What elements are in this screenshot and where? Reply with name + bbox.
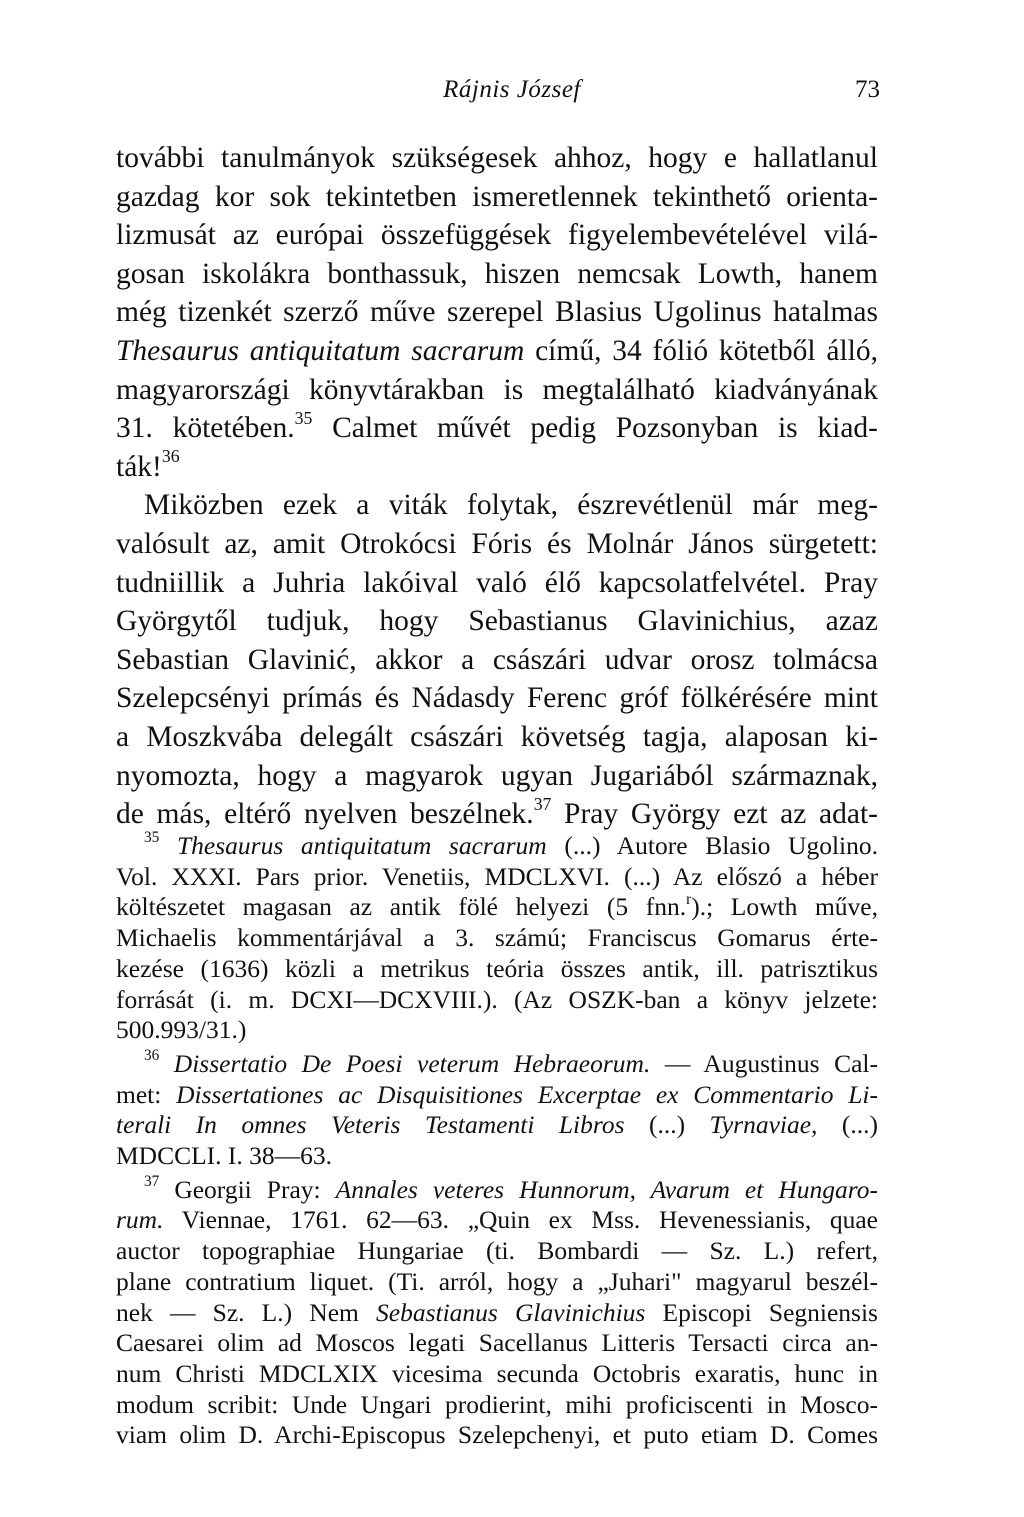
text-line: Thesaurus antiquitatum sacrarum című, 34 fólió kötetből álló,: [116, 334, 878, 367]
footnotes: [116, 831, 878, 1451]
text-line: Györgytől tudjuk, hogy Sebastianus Glavinichius, azaz: [116, 605, 878, 638]
text-line: Szelepcsényi prímás és Nádasdy Ferenc gróf fölkérésére mint: [116, 682, 878, 715]
text-line: de más, eltérő nyelven beszélnek.$^{37}$ Pray György ezt az adat-: [116, 793, 878, 831]
footnote-line: auctor topographiae Hungariae (ti. Bombardi — Sz. L.) refert,: [116, 1236, 878, 1266]
footnote-line: MDCCLI. I. 38—63.: [116, 1141, 333, 1171]
text-line: még tizenkét szerző műve szerepel Blasius Ugolinus hatalmas: [116, 296, 878, 329]
footnote-line: forrását (i. m. DCXI—DCXVIII.). (Az OSZK-ban a könyv jelzete:: [116, 984, 878, 1014]
text-line: lizmusát az európai összefüggések figyelembevételével vilá-: [116, 219, 878, 252]
footnote-number: 35: [144, 829, 160, 847]
footnote-36: $^{36}$ Dissertatio De Poesi veterum Hebraeorum. — Augustinus Cal-: [144, 1047, 878, 1078]
footnote-line: met: Dissertationes ac Disquisitiones Excerptae ex Commentario Li-: [116, 1079, 878, 1109]
text-line: tudniillik a Juhria lakóival való élő kapcsolatfelvétel. Pray: [116, 566, 878, 599]
running-title: Rájnis József: [443, 76, 581, 103]
text-line: valósult az, amit Otrokócsi Fóris és Molnár János sürgetett:: [116, 527, 878, 560]
footnote-line: rum. Viennae, 1761. 62—63. „Quin ex Mss. Hevenessianis, quae: [116, 1205, 878, 1235]
footnote-line: 500.993/31.): [116, 1015, 247, 1045]
footnote-line: Vol. XXXI. Pars prior. Venetiis, MDCLXVI. (...) Az előszó a héber: [116, 861, 878, 891]
text-line: további tanulmányok szükségesek ahhoz, hogy e hallatlanul: [116, 142, 878, 174]
page-number: 73: [855, 76, 880, 103]
text-line: Miközben ezek a viták folytak, észrevétlenül már meg-: [144, 489, 878, 522]
footnote-line: költészetet magasan az antik fölé helyezi (5 fnn.$^r$).; Lowth műve,: [116, 890, 878, 922]
footnote-ref: 36: [161, 446, 180, 467]
footnote-37: $^{37}$ Georgii Pray: Annales veteres Hunnorum, Avarum et Hungaro-: [144, 1172, 878, 1204]
text-line: a Moszkvába delegált császári követség tagja, alaposan ki-: [116, 720, 878, 753]
footnote-line: Michaelis kommentárjával a 3. számú; Franciscus Gomarus érte-: [116, 923, 878, 953]
text-line: nyomozta, hogy a magyarok ugyan Jugariából származnak,: [116, 759, 878, 792]
footnote-ref: 35: [294, 407, 313, 428]
footnote-ref: 37: [533, 793, 552, 814]
main-text: [116, 139, 878, 834]
footnote-line: terali In omnes Veteris Testamenti Libros (...) Tyrnaviae, (...): [116, 1110, 878, 1140]
footnote-line: nek — Sz. L.) Nem Sebastianus Glavinichius Episcopi Segniensis: [116, 1297, 878, 1327]
footnote-number: 36: [144, 1047, 160, 1065]
text-line: gazdag kor sok tekintetben ismeretlennek tekinthető orienta-: [116, 180, 878, 213]
text-line: gosan iskolákra bonthassuk, hiszen nemcsak Lowth, hanem: [116, 257, 878, 290]
footnote-line: Caesarei olim ad Moscos legati Sacellanus Litteris Tersacti circa an-: [116, 1328, 878, 1358]
text-line: ták!$^{36}$: [116, 446, 180, 483]
footnote-35: $^{35}$ Thesaurus antiquitatum sacrarum (...) Autore Blasio Ugolino.: [144, 829, 878, 860]
footnote-line: kezése (1636) közli a metrikus teória összes antik, ill. patrisztikus: [116, 953, 878, 983]
text-line: magyarországi könyvtárakban is megtalálható kiadványának: [116, 373, 878, 406]
footnote-line: num Christi MDCLXIX vicesima secunda Octobris exaratis, hunc in: [116, 1358, 878, 1388]
footnote-line: plane contratium liquet. (Ti. arról, hogy a „Juhari" magyarul beszél-: [116, 1266, 878, 1296]
text-line: 31. kötetében.$^{35}$ Calmet művét pedig Pozsonyban is kiad-: [116, 407, 878, 445]
footnote-line: modum scribit: Unde Ungari prodierint, mihi proficiscenti in Mosco-: [116, 1389, 878, 1419]
footnote-number: 37: [144, 1172, 160, 1190]
footnote-line: viam olim D. Archi-Episcopus Szelepchenyi, et puto etiam D. Comes: [116, 1420, 878, 1450]
text-line: Sebastian Glavinić, akkor a császári udvar orosz tolmácsa: [116, 643, 878, 676]
